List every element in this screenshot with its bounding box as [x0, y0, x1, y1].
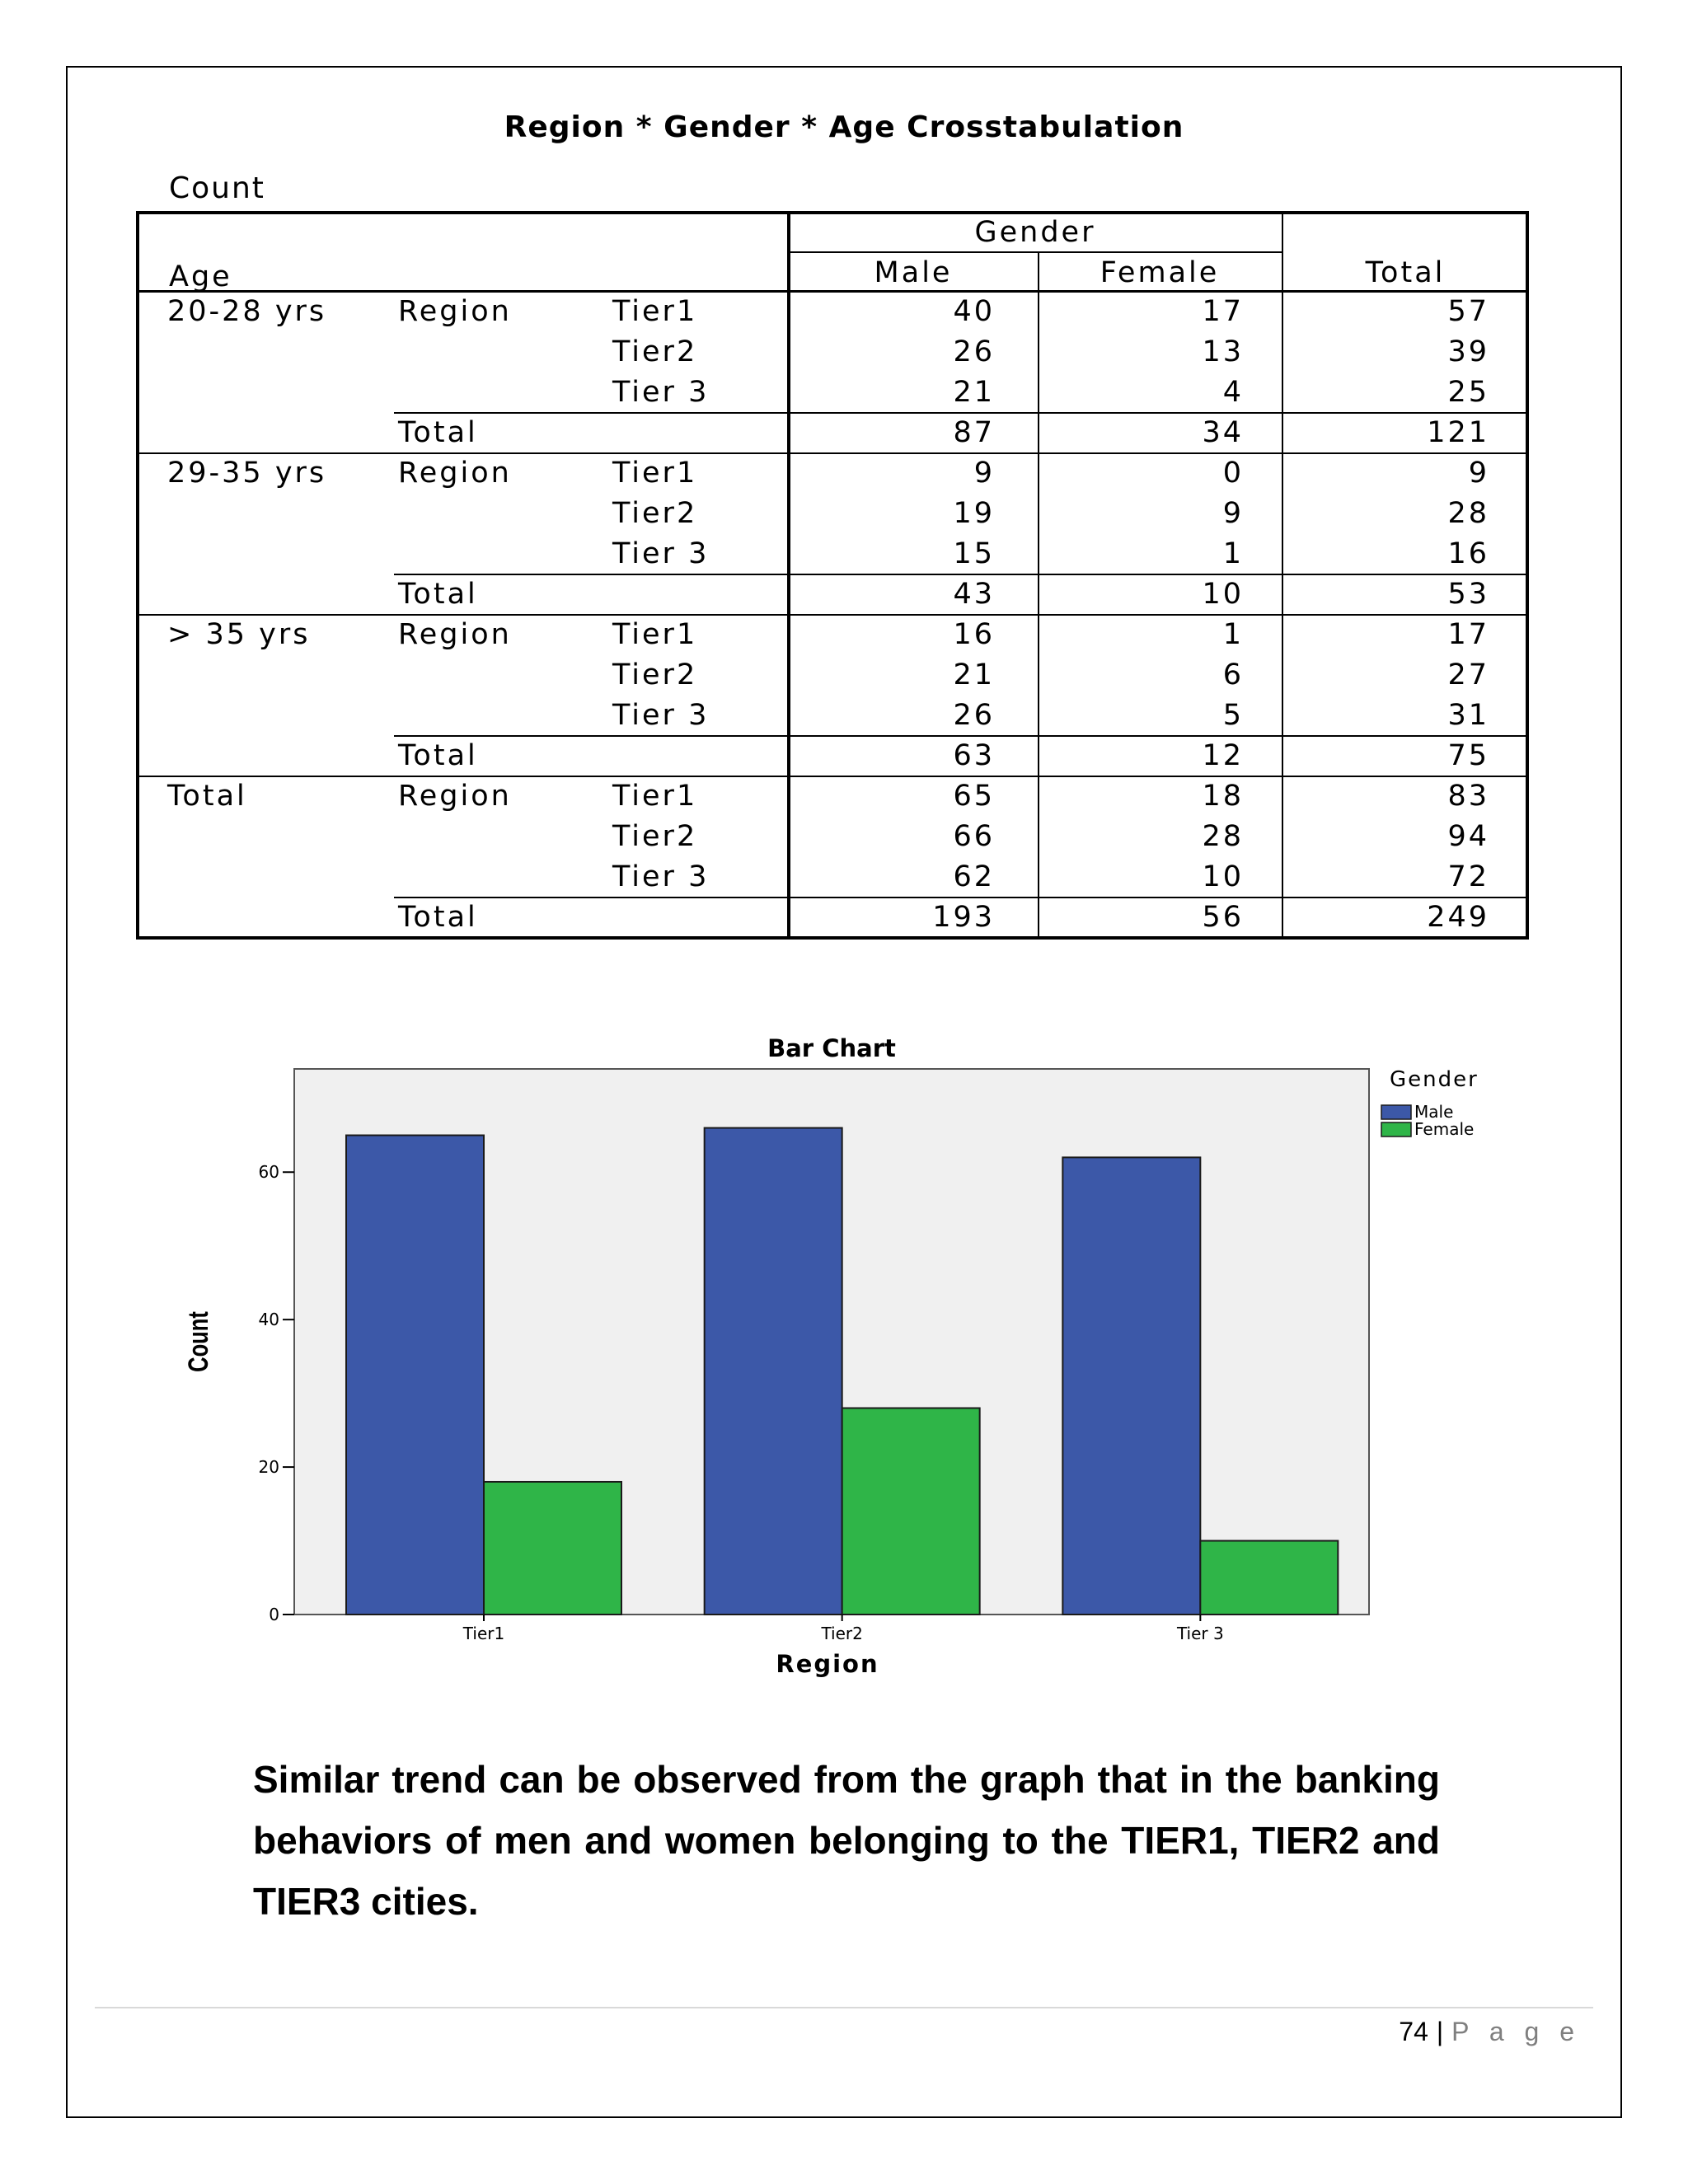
female-count: 5: [1222, 699, 1244, 732]
chart-title: Bar Chart: [767, 1034, 896, 1062]
y-axis-title: Count: [183, 1311, 214, 1372]
footer-rule: [95, 2007, 1593, 2008]
female-subtotal: 34: [1202, 416, 1244, 449]
tier-label: Tier 3: [612, 376, 710, 409]
female-count: 17: [1202, 295, 1244, 328]
y-tick-label: 40: [258, 1310, 279, 1330]
female-subtotal: 10: [1202, 578, 1244, 611]
tier-label: Tier1: [612, 780, 698, 813]
age-group-label: 20-28 yrs: [167, 295, 327, 328]
page-number: 74: [1399, 2017, 1428, 2046]
tier-label: Tier2: [612, 497, 698, 530]
subtotal-total: 249: [1427, 901, 1489, 934]
male-count: 40: [953, 295, 995, 328]
male-count: 19: [953, 497, 995, 530]
table-title: Region * Gender * Age Crosstabulation: [504, 110, 1184, 144]
group-rule: [136, 452, 1529, 454]
female-subtotal: 56: [1202, 901, 1244, 934]
y-tick-label: 60: [258, 1162, 279, 1183]
subtotal-total: 53: [1447, 578, 1489, 611]
female-count: 18: [1202, 780, 1244, 813]
crosstab-table: [136, 211, 1529, 940]
row-total: 16: [1447, 537, 1489, 570]
bar-female-tier2: [842, 1408, 980, 1615]
x-tick-label: Tier 3: [1176, 1624, 1224, 1643]
header-gender: Gender: [974, 216, 1096, 249]
bar-male-tier2: [705, 1128, 842, 1615]
row-total: 57: [1447, 295, 1489, 328]
female-count: 10: [1202, 860, 1244, 893]
group-rule: [136, 614, 1529, 616]
region-label: Region: [398, 618, 512, 651]
female-count: 0: [1222, 457, 1244, 490]
header-female: Female: [1100, 256, 1220, 289]
subtotal-label: Total: [398, 739, 478, 772]
count-label: Count: [169, 171, 265, 205]
row-total: 9: [1468, 457, 1489, 490]
legend-swatch-female: [1381, 1122, 1411, 1137]
female-count: 28: [1202, 820, 1244, 853]
row-total: 31: [1447, 699, 1489, 732]
male-subtotal: 193: [932, 901, 995, 934]
female-count: 1: [1222, 618, 1244, 651]
male-count: 62: [953, 860, 995, 893]
header-male: Male: [874, 256, 953, 289]
subtotal-total: 121: [1427, 416, 1489, 449]
legend-swatch-male: [1381, 1105, 1411, 1119]
row-total: 94: [1447, 820, 1489, 853]
tier-label: Tier 3: [612, 860, 710, 893]
age-group-label: 29-35 yrs: [167, 457, 327, 490]
subtotal-label: Total: [398, 416, 478, 449]
tier-label: Tier 3: [612, 537, 710, 570]
region-label: Region: [398, 780, 512, 813]
male-count: 21: [953, 658, 995, 691]
bar-female-tier1: [484, 1482, 621, 1615]
tier-label: Tier 3: [612, 699, 710, 732]
row-total: 72: [1447, 860, 1489, 893]
bar-male-tier3: [1062, 1157, 1200, 1615]
male-subtotal: 63: [953, 739, 995, 772]
row-total: 28: [1447, 497, 1489, 530]
male-count: 21: [953, 376, 995, 409]
body-paragraph: Similar trend can be observed from the graph that in the banking behaviors of men and women belonging to the TIER1, TIER2 and TIER3 cities.: [253, 1758, 1440, 1923]
region-label: Region: [398, 457, 512, 490]
male-subtotal: 87: [953, 416, 995, 449]
bar-female-tier3: [1200, 1541, 1338, 1615]
row-total: 39: [1447, 335, 1489, 368]
row-total: 17: [1447, 618, 1489, 651]
female-subtotal: 12: [1202, 739, 1244, 772]
male-count: 65: [953, 780, 995, 813]
tier-label: Tier2: [612, 335, 698, 368]
page-word: P a g e: [1451, 2017, 1581, 2046]
male-count: 66: [953, 820, 995, 853]
row-total: 27: [1447, 658, 1489, 691]
subtotal-label: Total: [398, 901, 478, 934]
legend-label-female: Female: [1414, 1119, 1475, 1139]
male-count: 9: [973, 457, 995, 490]
female-count: 13: [1202, 335, 1244, 368]
bar-chart: [165, 1026, 1525, 1685]
male-count: 26: [953, 335, 995, 368]
tier-label: Tier1: [612, 618, 698, 651]
male-subtotal: 43: [953, 578, 995, 611]
tier-label: Tier2: [612, 820, 698, 853]
tier-label: Tier1: [612, 457, 698, 490]
header-total: Total: [1365, 256, 1446, 289]
y-tick-label: 0: [269, 1605, 279, 1624]
legend-title: Gender: [1390, 1067, 1479, 1092]
table-border-left: [136, 211, 139, 940]
female-count: 6: [1222, 658, 1244, 691]
legend-label-male: Male: [1414, 1102, 1454, 1122]
subtotal-total: 75: [1447, 739, 1489, 772]
male-count: 15: [953, 537, 995, 570]
bar-male-tier1: [346, 1136, 484, 1615]
tier-label: Tier2: [612, 658, 698, 691]
age-group-label: > 35 yrs: [167, 618, 311, 651]
x-axis-title: Region: [776, 1650, 879, 1678]
row-total: 25: [1447, 376, 1489, 409]
subtotal-label: Total: [398, 578, 478, 611]
table-border-right: [1526, 211, 1529, 940]
region-label: Region: [398, 295, 512, 328]
female-count: 9: [1222, 497, 1244, 530]
male-count: 26: [953, 699, 995, 732]
group-rule: [136, 776, 1529, 777]
female-count: 1: [1222, 537, 1244, 570]
row-total: 83: [1447, 780, 1489, 813]
y-tick-label: 20: [258, 1457, 279, 1478]
header-age: Age: [169, 260, 232, 293]
tier-label: Tier1: [612, 295, 698, 328]
x-tick-label: Tier1: [462, 1624, 505, 1643]
footer-separator: |: [1436, 2017, 1444, 2046]
x-tick-label: Tier2: [821, 1624, 863, 1643]
age-group-label: Total: [167, 780, 247, 813]
female-count: 4: [1222, 376, 1244, 409]
male-count: 16: [953, 618, 995, 651]
page-footer: [1399, 2015, 1581, 2048]
